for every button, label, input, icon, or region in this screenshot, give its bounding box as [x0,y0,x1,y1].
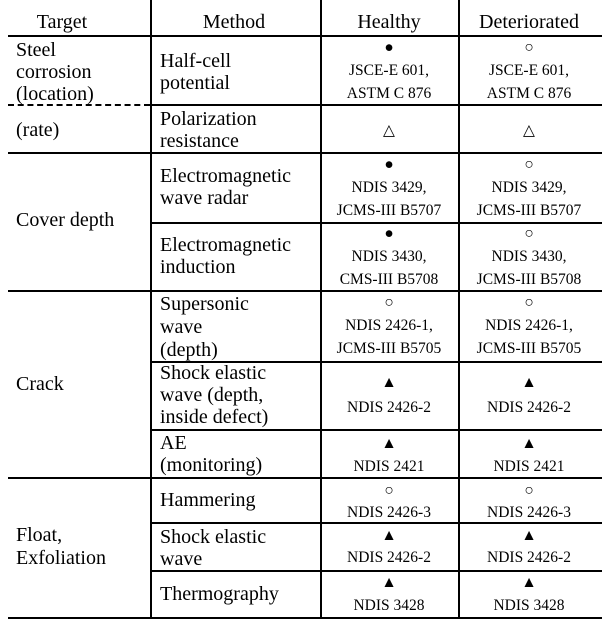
method-label: induction [160,256,236,278]
method-label: Shock elastic [160,362,267,384]
target-label: Exfoliation [16,547,106,569]
standard-ref: JCMS-III B5707 [336,202,442,219]
header-healthy: Healthy [357,11,421,33]
method-label: Hammering [160,489,256,511]
method-label: Shock elastic [160,526,267,548]
standard-ref: NDIS 3428 [493,597,565,614]
method-label: Half-cell [160,50,232,72]
standard-ref: NDIS 2421 [493,458,565,475]
header-method: Method [202,11,266,33]
standard-ref: JCMS-III B5705 [476,340,582,357]
group-divider [8,477,602,479]
standard-ref: NDIS 3430, [491,248,567,265]
standard-ref: NDIS 3429, [351,179,427,196]
row-divider [151,429,602,431]
column-divider [458,0,460,618]
row-divider [151,570,602,572]
standard-ref: ASTM C 876 [346,85,432,102]
standard-ref: NDIS 3429, [491,179,567,196]
open-circle-icon: ○ [384,294,394,311]
target-label: (location) [16,83,94,105]
filled-circle-icon: ● [384,156,394,173]
group-divider [8,152,602,154]
row-divider [151,522,602,524]
target-label: corrosion [16,61,92,83]
standard-ref: NDIS 3430, [351,248,427,265]
target-label: Cover depth [16,209,115,231]
standard-ref: NDIS 2426-2 [487,399,571,416]
method-label: (depth) [160,339,218,361]
method-label: wave radar [160,187,249,209]
filled-circle-icon: ● [384,225,394,242]
group-divider [8,290,602,292]
standard-ref: NDIS 2426-1, [345,317,433,334]
standard-ref: NDIS 2426-2 [347,549,431,566]
standard-ref: JCMS-III B5705 [336,340,442,357]
open-triangle-icon: △ [383,122,395,139]
filled-triangle-icon: ▲ [521,574,537,591]
method-label: inside defect) [160,406,269,428]
open-circle-icon: ○ [524,294,534,311]
filled-triangle-icon: ▲ [521,527,537,544]
filled-triangle-icon: ▲ [381,435,397,452]
standard-ref: NDIS 2426-2 [347,399,431,416]
row-divider [151,361,602,363]
column-divider [150,0,152,618]
header-target: Target [36,11,88,33]
open-circle-icon: ○ [384,482,394,499]
filled-triangle-icon: ▲ [521,374,537,391]
column-divider [320,0,322,618]
method-label: Thermography [160,583,279,605]
open-circle-icon: ○ [524,39,534,56]
open-circle-icon: ○ [524,156,534,173]
table-bottom-rule [8,617,602,619]
target-label: Steel [16,39,56,61]
standard-ref: JSCE-E 601, [488,62,570,79]
filled-triangle-icon: ▲ [521,435,537,452]
header-deteriorated: Deteriorated [479,11,579,33]
method-label: wave [160,316,203,338]
target-dashed-divider [8,104,150,106]
standard-ref: ASTM C 876 [486,85,572,102]
standard-ref: NDIS 2426-3 [347,504,431,521]
target-label: Crack [16,373,64,395]
method-label: wave [160,548,203,570]
standard-ref: NDIS 3428 [353,597,425,614]
filled-triangle-icon: ▲ [381,374,397,391]
standard-ref: JCMS-III B5708 [476,271,582,288]
header-rule [8,35,602,37]
method-label: Supersonic [160,293,249,315]
filled-triangle-icon: ▲ [381,574,397,591]
open-circle-icon: ○ [524,482,534,499]
standard-ref: NDIS 2421 [353,458,425,475]
open-circle-icon: ○ [524,225,534,242]
method-label: Electromagnetic [160,234,292,256]
target-label: (rate) [16,119,60,141]
open-triangle-icon: △ [523,122,535,139]
target-label: Float, [16,524,63,546]
row-divider [151,222,602,224]
standard-ref: CMS-III B5708 [339,271,439,288]
filled-circle-icon: ● [384,39,394,56]
method-label: AE [160,432,187,454]
standard-ref: NDIS 2426-1, [485,317,573,334]
standard-ref: JSCE-E 601, [348,62,430,79]
method-label: (monitoring) [160,454,263,476]
method-label: resistance [160,130,239,152]
standard-ref: NDIS 2426-2 [487,549,571,566]
method-label: potential [160,72,230,94]
standard-ref: NDIS 2426-3 [487,504,571,521]
method-label: wave (depth, [160,384,264,406]
standard-ref: JCMS-III B5707 [476,202,582,219]
method-label: Polarization [160,108,257,130]
method-label: Electromagnetic [160,165,292,187]
filled-triangle-icon: ▲ [381,527,397,544]
row-divider [151,104,602,106]
